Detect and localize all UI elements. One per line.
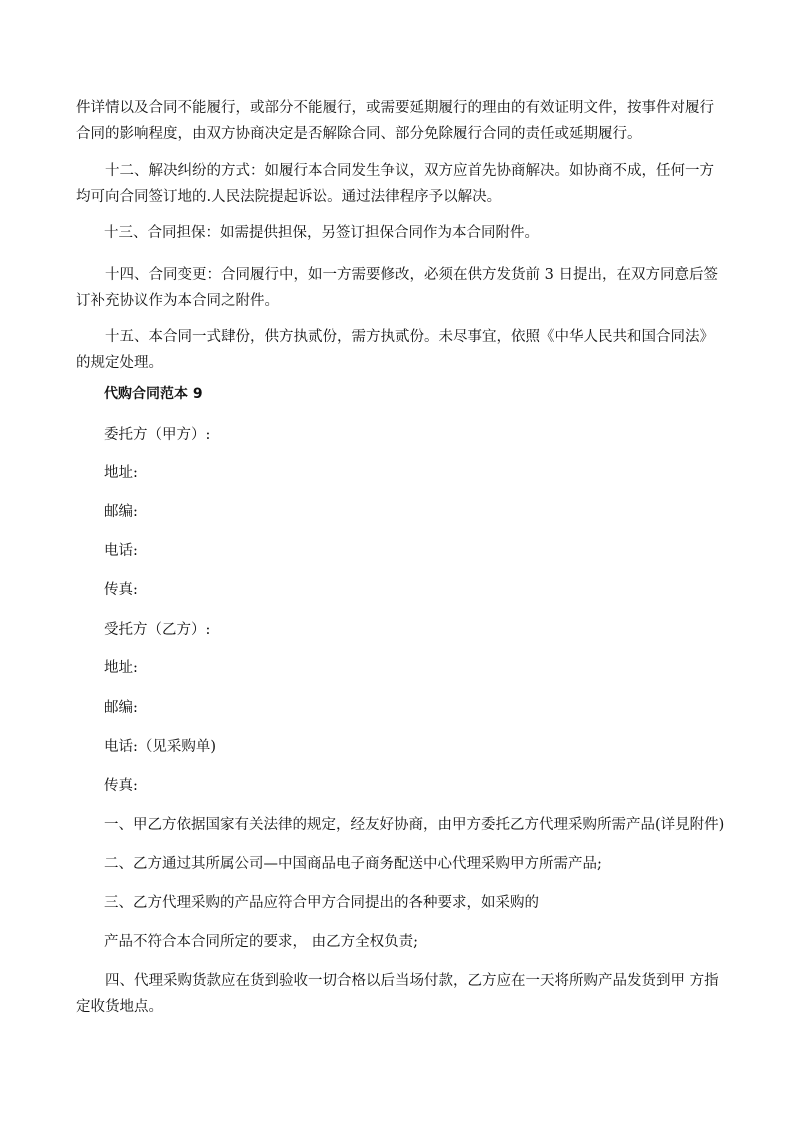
clause-15: 十五、本合同一式肆份，供方执贰份，需方执贰份。未尽事宜，依照《中华人民共和国合同法》的规定处理。 bbox=[76, 329, 714, 371]
clause-4: 四、代理采购货款应在货到验收一切合格以后当场付款，乙方应在一天将所购产品发货到甲 方指定收货地点。 bbox=[76, 973, 719, 1015]
section-heading: 代购合同范本 9 bbox=[104, 386, 203, 402]
clause-1: 一、甲乙方依据国家有关法律的规定，经友好协商，由甲方委托乙方代理采购所需产品(详見附件) bbox=[104, 817, 725, 833]
agent-address-label: 地址: bbox=[104, 660, 138, 676]
agent-tel-label: 电话:（见采购单) bbox=[104, 739, 217, 755]
clause-3: 三、乙方代理采购的产品应符合甲方合同提出的各种要求，如采购的 bbox=[104, 895, 539, 911]
agent-fax-label: 传真: bbox=[104, 778, 138, 794]
clause-13: 十三、合同担保：如需提供担保，另签订担保合同作为本合同附件。 bbox=[104, 225, 539, 241]
clause-12: 十二、解决纠纷的方式：如履行本合同发生争议，双方应首先协商解决。如协商不成，任何一方均可向合同签订地的.人民法院提起诉讼。通过法律程序予以解决。 bbox=[76, 163, 714, 205]
principal-fax-label: 传真: bbox=[104, 582, 138, 598]
principal-address-label: 地址: bbox=[104, 465, 138, 481]
paragraph-continuation: 件详情以及合同不能履行，或部分不能履行，或需要延期履行的理由的有效证明文件，按事件对履行合同的影响程度，由双方协商决定是否解除合同、部分免除履行合同的责任或延期履行。 bbox=[76, 100, 714, 142]
principal-label: 委托方（甲方）: bbox=[104, 427, 211, 443]
principal-tel-label: 电话: bbox=[104, 543, 138, 559]
agent-zip-label: 邮编: bbox=[104, 700, 138, 716]
principal-zip-label: 邮编: bbox=[104, 504, 138, 520]
clause-3-continued: 产品不符合本合同所定的要求， 由乙方全权负责; bbox=[104, 934, 418, 950]
clause-2: 二、乙方通过其所属公司—中国商品电子商务配送中心代理采购甲方所需产品; bbox=[104, 856, 602, 872]
clause-14: 十四、合同变更：合同履行中，如一方需要修改，必须在供方发货前 3 日提出，在双方同意后签订补充协议作为本合同之附件。 bbox=[76, 267, 718, 309]
agent-label: 受托方（乙方）: bbox=[104, 622, 211, 638]
